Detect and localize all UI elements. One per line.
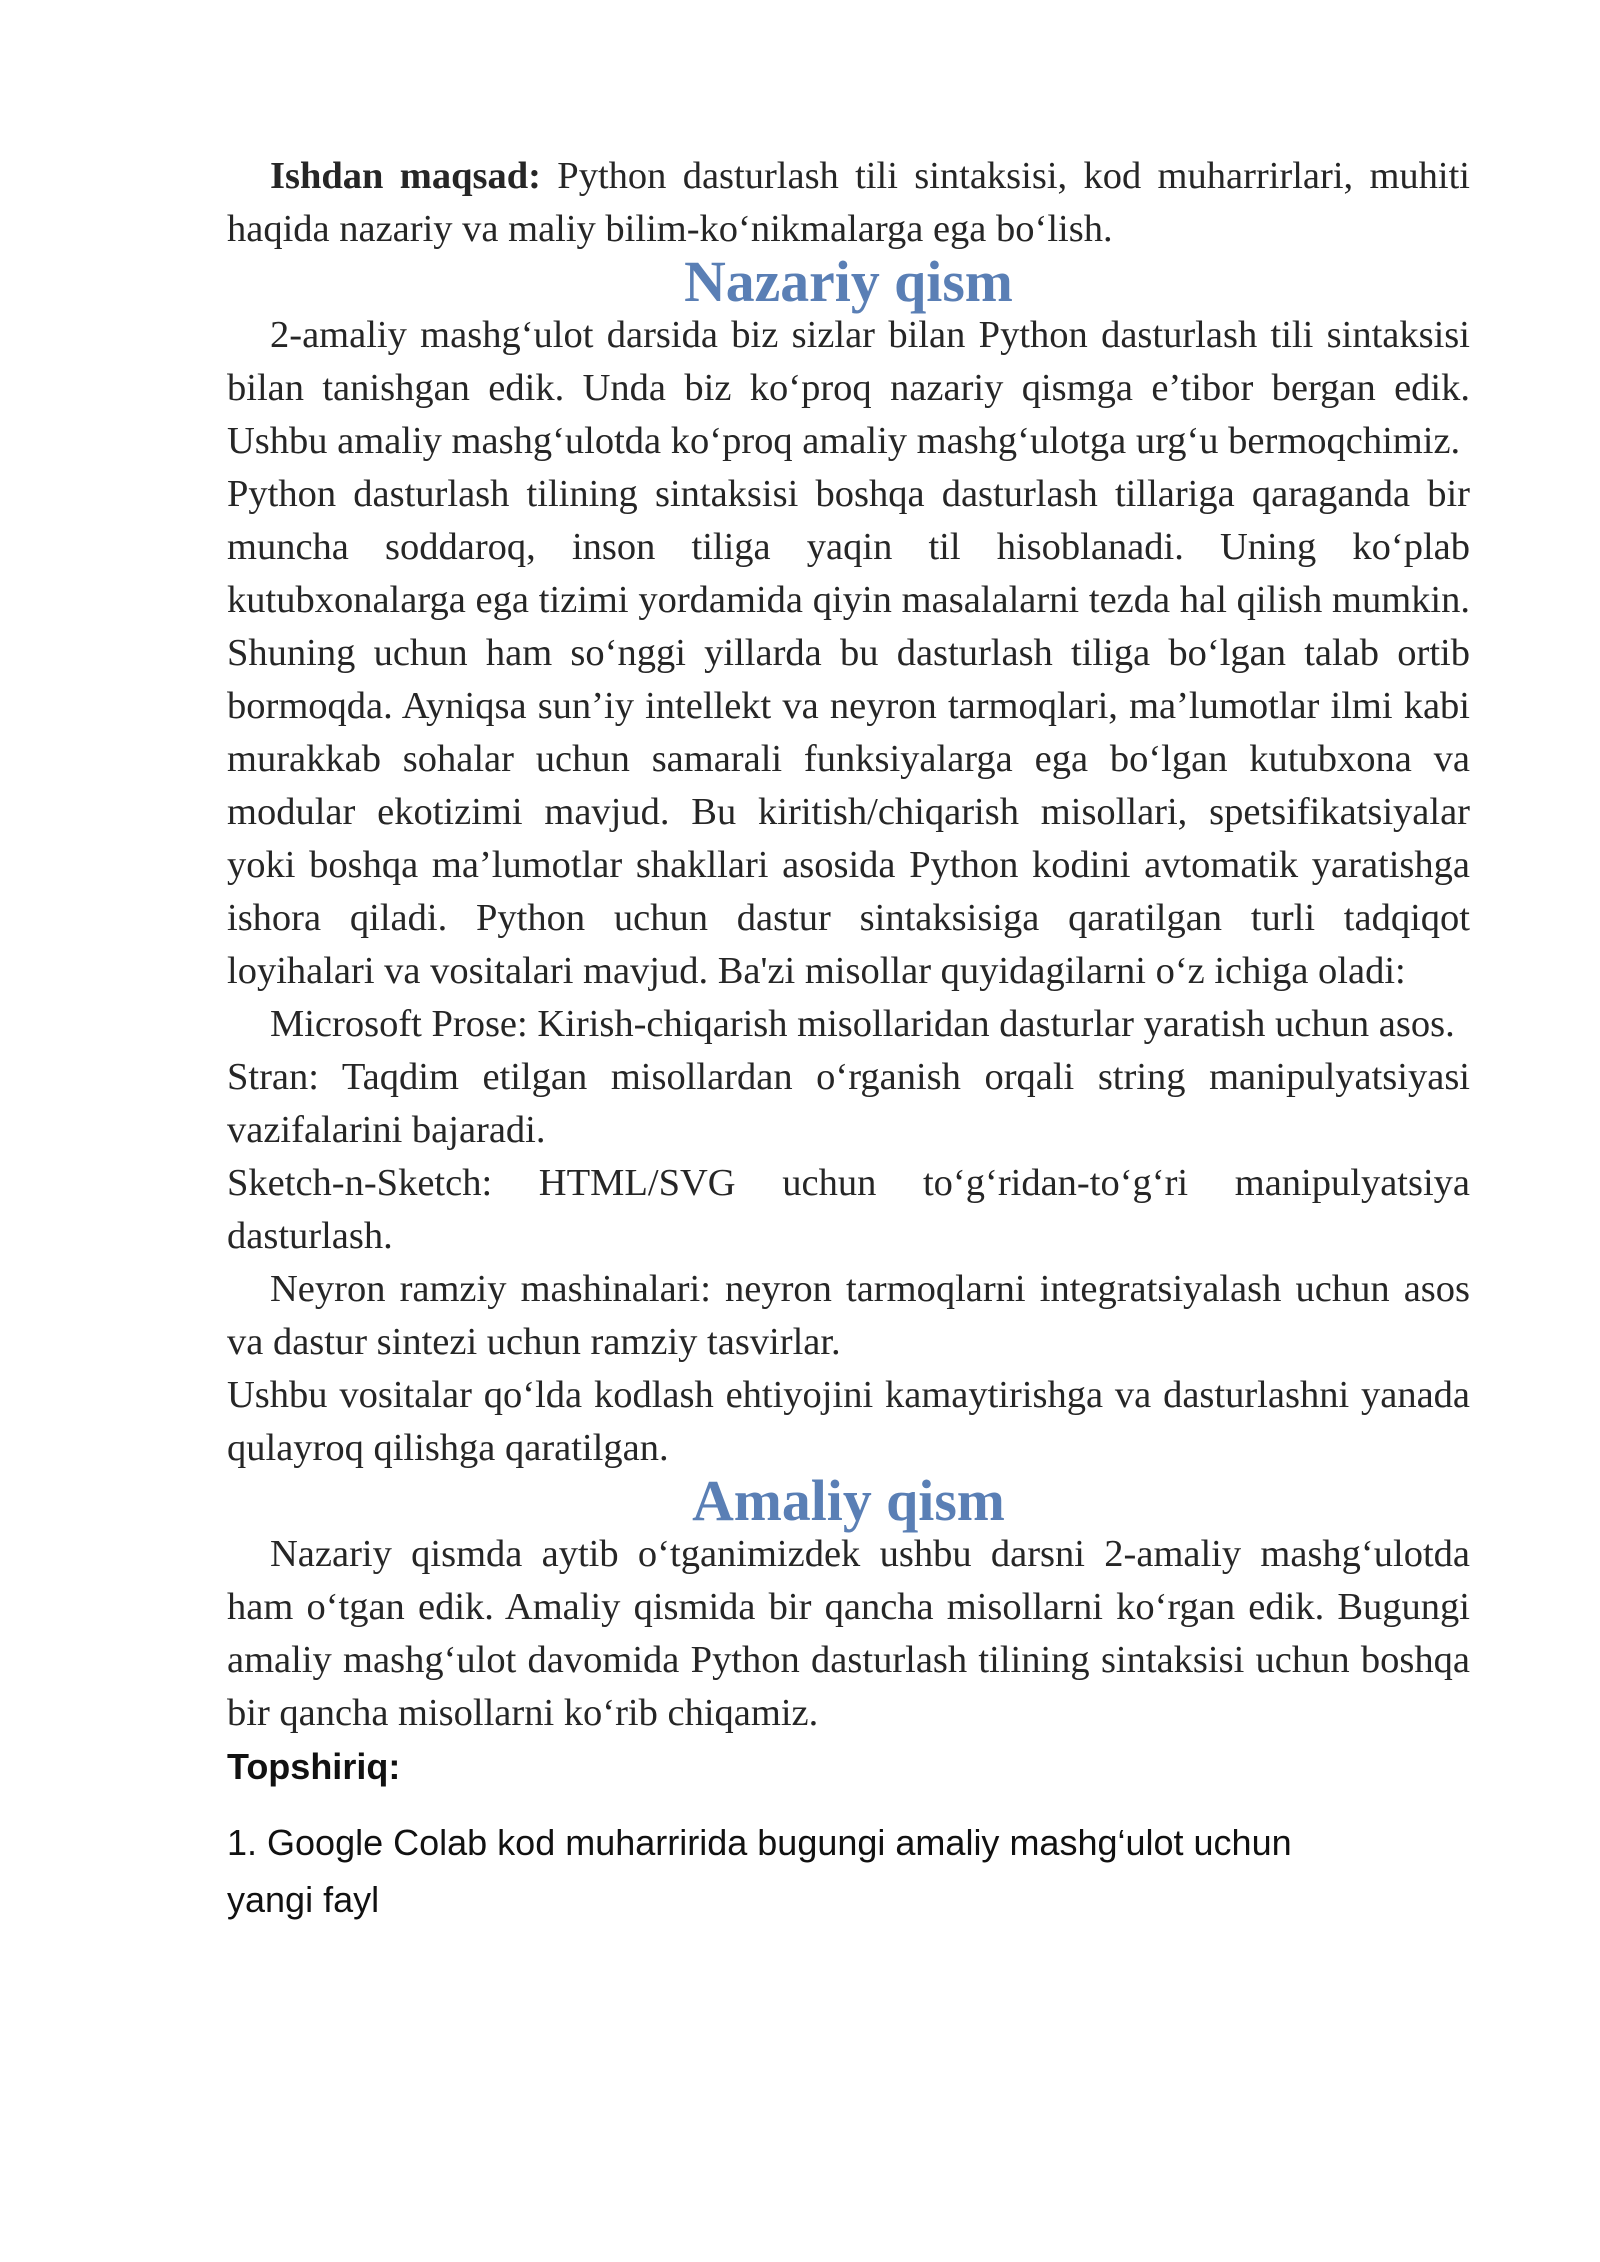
example-neural-symbolic: Neyron ramziy mashinalari: neyron tarmoqlarni integratsiyalash uchun asos va dastur sintezi uchun ramziy tasvirlar.	[227, 1268, 1470, 1363]
theory-paragraph-python-syntax: Python dasturlash tilining sintaksisi boshqa dasturlash tillariga qaraganda bir muncha soddaroq, inson tiliga yaqin til hisoblanadi. Uning ko‘plab kutubxonalarga ega tizimi yordamida qiyin masalalarni tezda hal qilish mumkin. Shuning uchun ham so‘nggi yillarda bu dasturlash tiliga bo‘lgan talab ortib bormoqda. Ayniqsa sun’iy intellekt va neyron tarmoqlari, ma’lumotlar ilmi kabi murakkab sohalar uchun samarali funksiyalarga ega bo‘lgan kutubxona va modular ekotizimi mavjud. Bu kiritish/chiqarish misollari, spetsifikatsiyalar yoki boshqa ma’lumotlar shakllari asosida Python kodini avtomatik yaratishga ishora qiladi. Python uchun dastur sintaksisiga qaratilgan turli tadqiqot loyihalari va vositalari mavjud. Ba'zi misollar quyidagilarni o‘z ichiga oladi:	[227, 473, 1470, 992]
theory-heading: Nazariy qism	[684, 251, 1013, 314]
practice-heading: Amaliy qism	[692, 1470, 1005, 1533]
practice-paragraph: Nazariy qismda aytib o‘tganimizdek ushbu darsni 2-amaliy mashg‘ulotda ham o‘tgan edik. Amaliy qismida bir qancha misollarni ko‘rgan edik. Bugungi amaliy mashg‘ulot davomida Python dasturlash tilining sintaksisi uchun boshqa bir qancha misollarni ko‘rib chiqamiz.	[227, 1533, 1470, 1734]
example-stran: Stran: Taqdim etilgan misollardan o‘rganish orqali string manipulyatsiyasi vazifalarini bajaradi.	[227, 1056, 1470, 1151]
purpose-paragraph	[227, 150, 1470, 256]
task-label: Topshiriq:	[227, 1746, 401, 1787]
task-item: 1. Google Colab kod muharririda bugungi amaliy mashg‘ulot uchun yangi fayl	[227, 1822, 1292, 1920]
example-microsoft-prose: Microsoft Prose: Kirish-chiqarish misollaridan dasturlar yaratish uchun asos.	[270, 1003, 1455, 1045]
purpose-label: Ishdan maqsad:	[270, 155, 541, 197]
example-sketch-n-sketch: Sketch-n-Sketch: HTML/SVG uchun to‘g‘ridan-to‘g‘ri manipulyatsiya dasturlash.	[227, 1162, 1470, 1257]
document-page	[227, 150, 1470, 1928]
purpose-text: Python dasturlash tili sintaksisi, kod muharrirlari, muhiti haqida nazariy va maliy bilim-ko‘nikmalarga ega bo‘lish.	[227, 155, 1470, 250]
theory-paragraph-conclusion: Ushbu vositalar qo‘lda kodlash ehtiyojini kamaytirishga va dasturlashni yanada qulayroq qilishga qaratilgan.	[227, 1374, 1470, 1469]
theory-paragraph-intro: 2-amaliy mashg‘ulot darsida biz sizlar bilan Python dasturlash tili sintaksisi bilan tanishgan edik. Unda biz ko‘proq nazariy qismga e’tibor bergan edik. Ushbu amaliy mashg‘ulotda ko‘proq amaliy mashg‘ulotga urg‘u bermoqchimiz.	[227, 314, 1470, 462]
